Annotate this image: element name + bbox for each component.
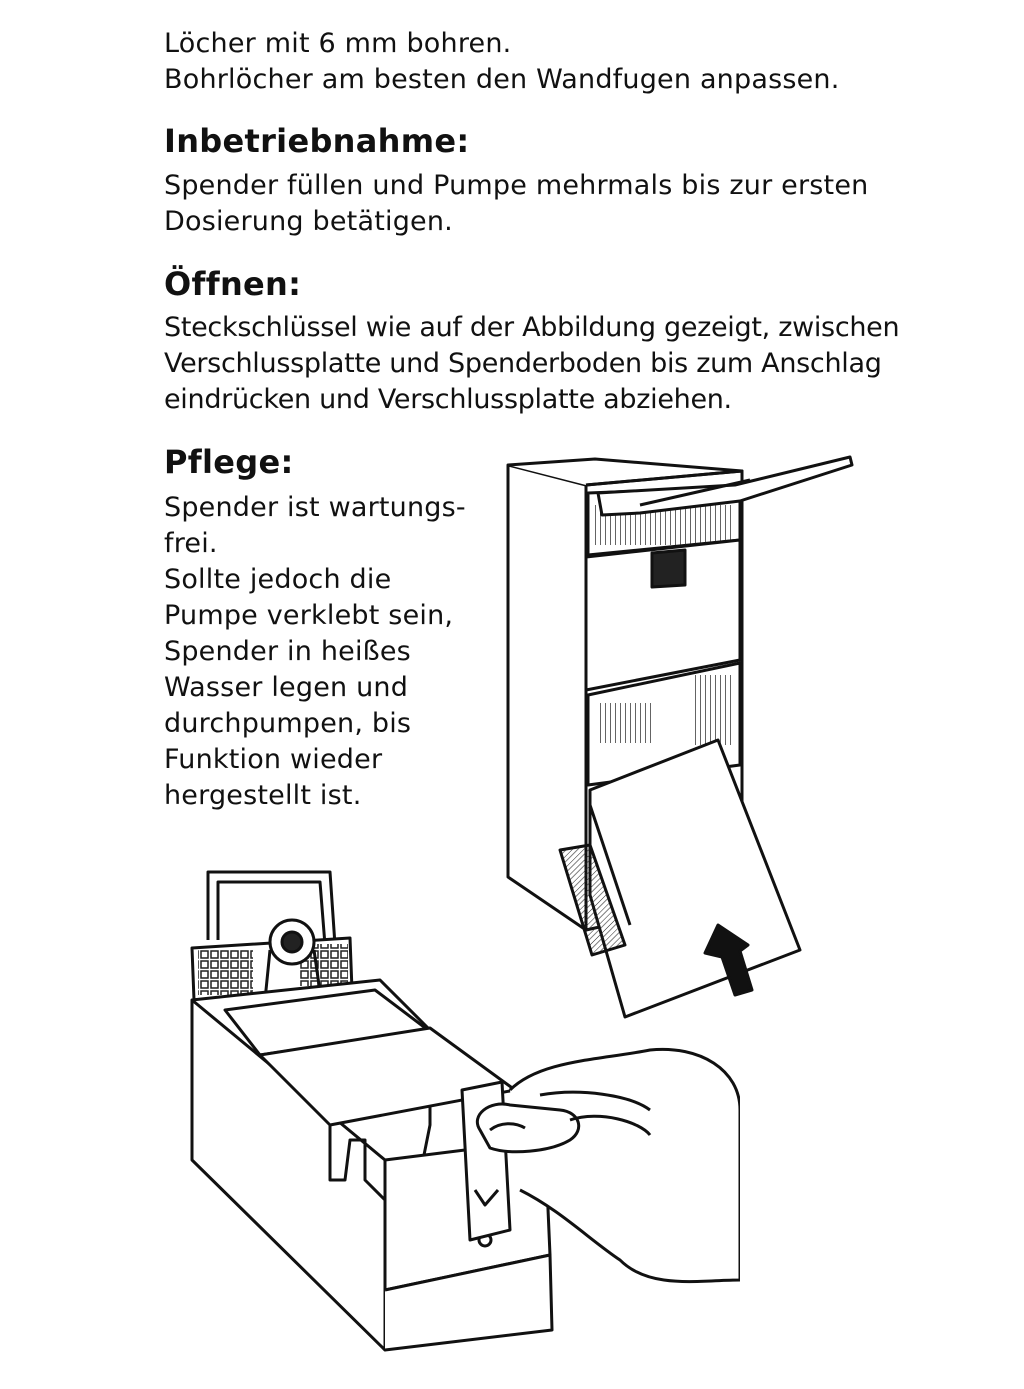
intro-line-1: Löcher mit 6 mm bohren. (164, 28, 512, 59)
pflege-line-1: Spender ist wartungs- (164, 492, 466, 523)
pflege-line-6: Wasser legen und (164, 672, 409, 703)
pflege-line-5: Spender in heißes (164, 636, 411, 667)
inbetriebnahme-line-1: Spender füllen und Pumpe mehrmals bis zur ersten (164, 170, 869, 201)
intro-text (164, 26, 840, 98)
text-oeffnen (164, 310, 899, 418)
pflege-line-4: Pumpe verklebt sein, (164, 600, 454, 631)
key-opening-illustration (180, 860, 740, 1360)
intro-line-2: Bohrlöcher am besten den Wandfugen anpassen. (164, 64, 840, 95)
pflege-line-8: Funktion wieder (164, 744, 383, 775)
oeffnen-line-1: Steckschlüssel wie auf der Abbildung gezeigt, zwischen (164, 312, 900, 343)
text-pflege (164, 490, 466, 814)
pflege-line-2: frei. (164, 528, 218, 559)
heading-inbetriebnahme: Inbetriebnahme: (164, 122, 470, 160)
heading-pflege: Pflege: (164, 443, 294, 481)
oeffnen-line-3: eindrücken und Verschlussplatte abziehen. (164, 384, 732, 415)
pflege-line-3: Sollte jedoch die (164, 564, 392, 595)
heading-oeffnen: Öffnen: (164, 265, 302, 303)
oeffnen-line-2: Verschlussplatte und Spenderboden bis zum Anschlag (164, 348, 882, 379)
pflege-line-7: durchpumpen, bis (164, 708, 412, 739)
inbetriebnahme-line-2: Dosierung betätigen. (164, 206, 453, 237)
pflege-line-9: hergestellt ist. (164, 780, 362, 811)
text-inbetriebnahme (164, 168, 868, 240)
